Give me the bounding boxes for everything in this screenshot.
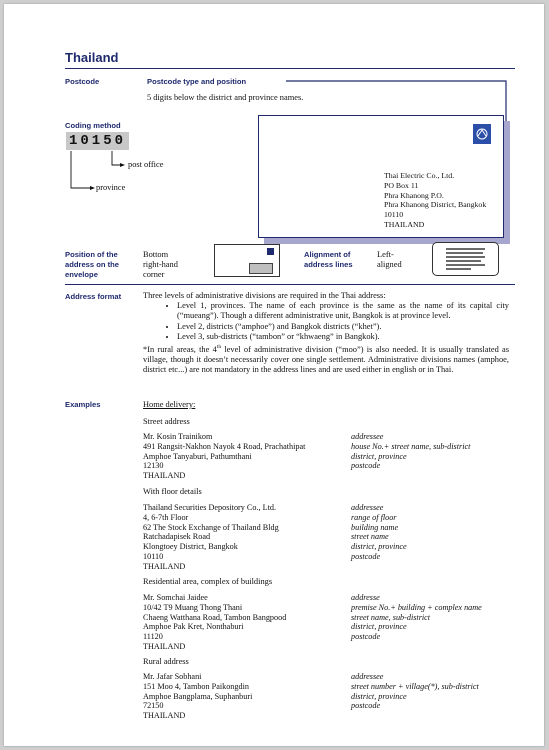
province-label: province	[96, 183, 126, 192]
home-delivery-heading: Home delivery:	[143, 400, 196, 409]
envelope-address-line: Thai Electric Co., Ltd.	[384, 171, 455, 180]
envelope-address-line: PO Box 11	[384, 180, 419, 190]
coding-method-label: Coding method	[65, 121, 121, 130]
example-rural: Mr. Jafar Sobhani addressee 151 Moo 4, Tambon Paikongdin street number + village(*), sub-district Amphoe Bangplama, Suphanburi district, province 72150 postcode THAILAND	[143, 672, 479, 721]
page	[4, 4, 544, 746]
position-label: Position of the address on the envelope	[65, 250, 120, 279]
example-floor-details: Thailand Securities Depository Co., Ltd. addressee 4, 6-7th Floor range of floor 62 The Stock Exchange of Thailand Bldg building name Ratchadapisek Road street name Klongtoey District, Bangkok district, province 10110 postcode THAILAND	[143, 503, 407, 571]
example-title: Rural address	[143, 657, 189, 666]
envelope-address-line: THAILAND	[384, 219, 425, 229]
example-residential: Mr. Somchai Jaidee addresse 10/42 T9 Muang Thong Thani premise No.+ building + complex name Chaeng Watthana Road, Tambon Bangpood street name, sub-district Amphoe Pak Kret, Nonthaburi district, province 11120 postcode THAILAND	[143, 593, 482, 651]
level-item: • Level 3, sub-districts (“tambon” or “khwaeng” in Bangkok).	[177, 332, 509, 342]
level-item: • Level 1, provinces. The name of each province is the same as the name of its capital city (“mueang”). Though a different administrative unit, Bangkok is at province level.	[177, 301, 509, 321]
examples-list	[143, 4, 543, 746]
postcode-heading: Postcode type and position	[147, 77, 247, 86]
alignment-label: Alignment of address lines	[304, 250, 353, 269]
envelope-address-line: Phra Khanong P.O.	[384, 190, 444, 200]
example-street-address: Mr. Kosin Trainikom addressee 491 Rangsit-Nakhon Nayok 4 Road, Prachathipat house No.+ street name, sub-district Amphoe Tanyaburi, Pathumthani district, province 12130 postcode THAILAND	[143, 432, 471, 481]
postcode-description: 5 digits below the district and province names.	[147, 93, 304, 102]
country-title: Thailand	[65, 50, 119, 65]
level-item: • Level 2, districts (“amphoe”) and Bangkok districts (“khet”).	[177, 322, 509, 332]
address-format-text: Three levels of administrative divisions are required in the Thai address: • Level 1, provinces. The name of each province is the same as the name of its capital city (“mueang”). Though a different administrative unit, Bangkok is at province level. • Level 2, districts (“amphoe”) and Bangkok districts (“khet”). • Level 3, sub-districts (“tambon” or “khwaeng” in Bangkok). *In rural areas, the 4th level of administrative division (“moo”) is also needed. It is usually translated as village, though it doesn’t necessarily cover one single settlement. Administrative divisions names (amphoe, district etc...) are not mandatory in the address lines and are used either in english or in Thai.	[143, 291, 509, 375]
envelope-address-line: 10110	[384, 210, 404, 220]
position-value: Bottom right-hand corner	[143, 250, 178, 280]
example-title: Residential area, complex of buildings	[143, 577, 273, 586]
coding-example: 10150	[66, 132, 129, 150]
post-office-label: post office	[128, 160, 164, 169]
example-title: With floor details	[143, 487, 202, 496]
alignment-value: Left- aligned	[377, 250, 402, 270]
rural-note: *In rural areas, the 4th level of administrative division (“moo”) is also needed. It is usually translated as village, though it doesn’t necessarily cover one single settlement. Administrative divisions names (amphoe, district etc...) are not mandatory in the address lines and are used either in english or in Thai.	[143, 344, 510, 375]
example-title: Street address	[143, 417, 190, 426]
envelope-address-line: Phra Khanong District, Bangkok	[384, 200, 487, 210]
address-format-label: Address format	[65, 292, 122, 301]
postcode-label: Postcode	[65, 77, 100, 86]
examples-label: Examples	[65, 400, 101, 409]
